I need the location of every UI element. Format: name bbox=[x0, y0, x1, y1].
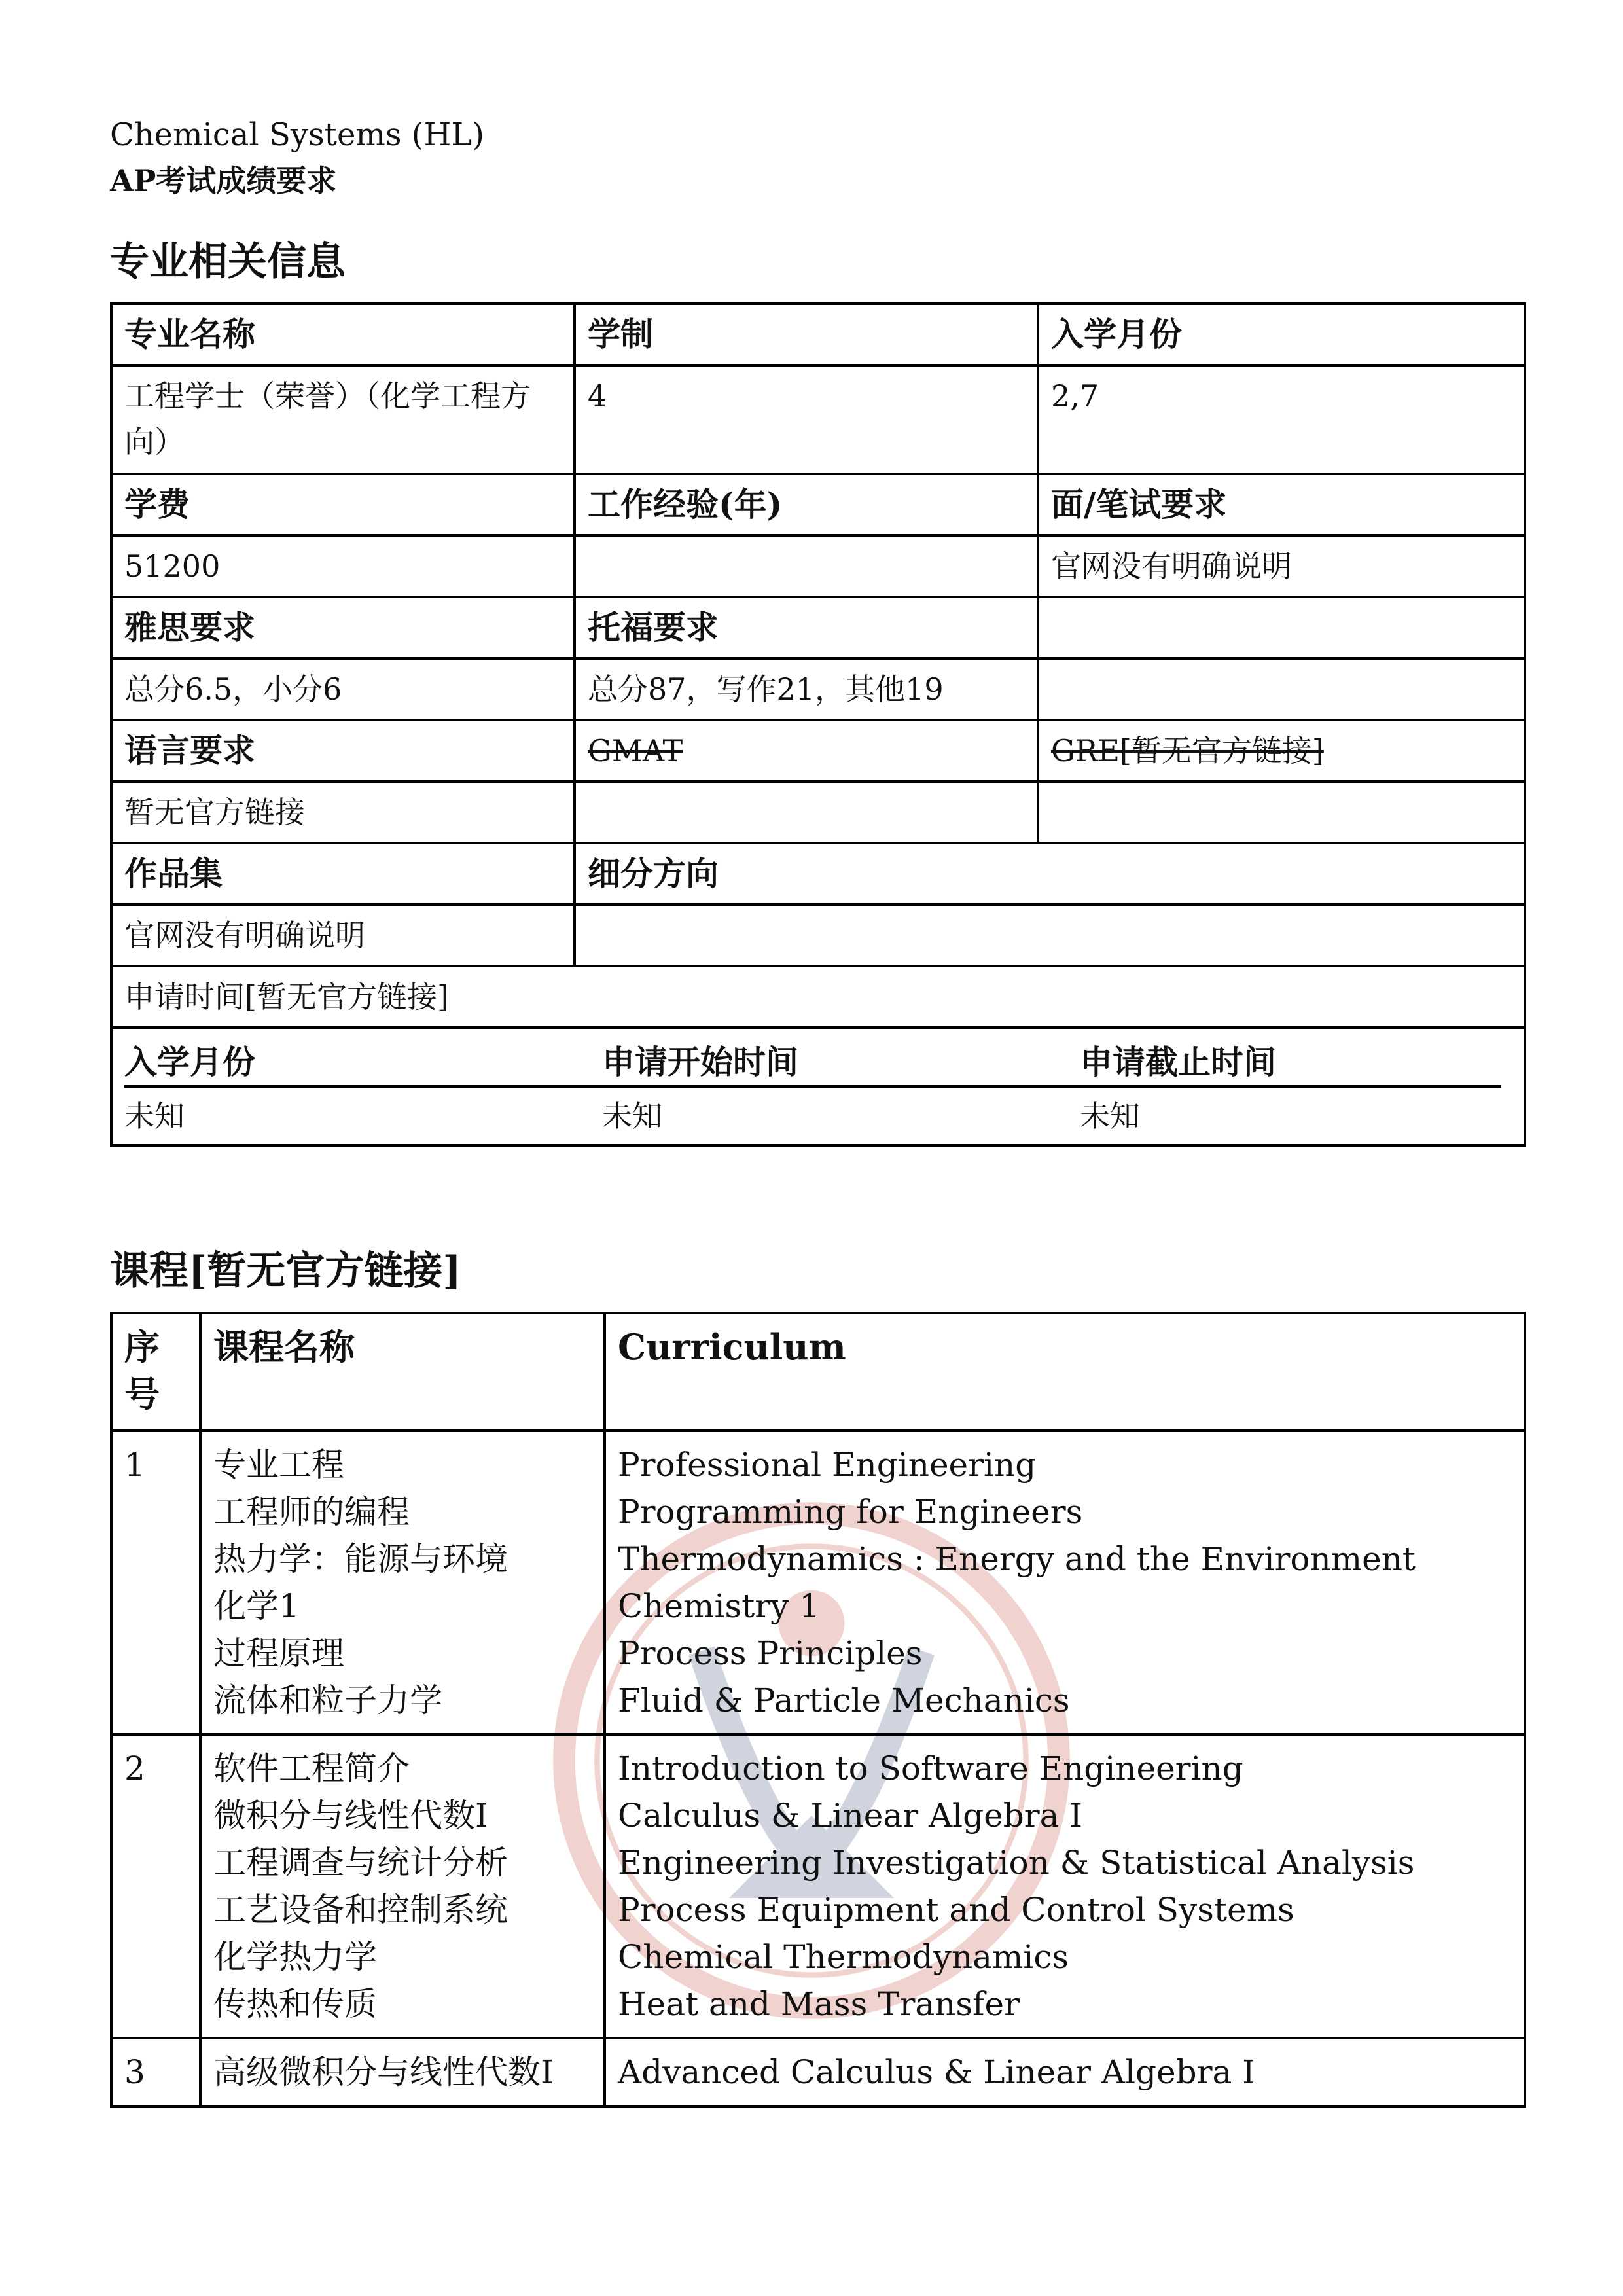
value-specialization bbox=[575, 905, 1525, 966]
list-item: 工艺设备和控制系统 bbox=[213, 1891, 508, 1929]
value-duration: 4 bbox=[575, 365, 1038, 474]
list-item: Advanced Calculus & Linear Algebra I bbox=[618, 2053, 1255, 2091]
course-no: 2 bbox=[111, 1734, 200, 2038]
course-cn-list bbox=[200, 1734, 605, 2038]
value-work-experience bbox=[575, 535, 1038, 597]
header-duration: 学制 bbox=[575, 304, 1038, 365]
header-interview: 面/笔试要求 bbox=[1038, 474, 1525, 535]
value-tuition: 51200 bbox=[111, 535, 575, 597]
course-en-list bbox=[605, 1734, 1525, 2038]
table-row bbox=[111, 1431, 1525, 1734]
table-row bbox=[111, 2038, 1525, 2106]
course-no: 1 bbox=[111, 1431, 200, 1734]
value-portfolio: 官网没有明确说明 bbox=[111, 905, 575, 966]
list-item: 热力学：能源与环境 bbox=[213, 1540, 508, 1578]
header-language: 语言要求 bbox=[111, 720, 575, 781]
header-course-no-text: 序号 bbox=[124, 1326, 160, 1415]
list-item: Introduction to Software Engineering bbox=[618, 1749, 1243, 1787]
list-item: 化学1 bbox=[213, 1587, 300, 1625]
list-item: 化学热力学 bbox=[213, 1938, 377, 1976]
list-item: Thermodynamics : Energy and the Environment bbox=[618, 1540, 1416, 1578]
app-value-intake: 未知 bbox=[124, 1098, 185, 1134]
course-cn-list bbox=[200, 1431, 605, 1734]
empty-cell bbox=[1038, 658, 1525, 720]
empty-cell bbox=[1038, 597, 1525, 658]
header-work-experience: 工作经验(年) bbox=[575, 474, 1038, 535]
value-major-name: 工程学士（荣誉）（化学工程方向） bbox=[111, 365, 575, 474]
header-gmat: GMAT bbox=[575, 720, 1038, 781]
value-language: 暂无官方链接 bbox=[111, 781, 575, 843]
list-item: 专业工程 bbox=[213, 1446, 344, 1484]
list-item: 流体和粒子力学 bbox=[213, 1681, 442, 1719]
list-item: Chemical Thermodynamics bbox=[618, 1938, 1069, 1976]
value-interview: 官网没有明确说明 bbox=[1038, 535, 1525, 597]
list-item: Professional Engineering bbox=[618, 1446, 1037, 1484]
application-time-block bbox=[111, 1028, 1525, 1145]
application-time-values bbox=[124, 1088, 1512, 1139]
list-item: Fluid & Particle Mechanics bbox=[618, 1681, 1070, 1719]
list-item: Chemistry 1 bbox=[618, 1587, 821, 1625]
list-item: 高级微积分与线性代数I bbox=[213, 2053, 554, 2091]
empty-cell bbox=[1038, 781, 1525, 843]
app-value-end: 未知 bbox=[1080, 1098, 1140, 1134]
courses-title: 课程[暂无官方链接] bbox=[110, 1248, 461, 1294]
app-header-start: 申请开始时间 bbox=[602, 1043, 798, 1081]
list-item: Process Principles bbox=[618, 1634, 923, 1672]
course-no: 3 bbox=[111, 2038, 200, 2106]
header-tuition: 学费 bbox=[111, 474, 575, 535]
application-time-label: 申请时间[暂无官方链接] bbox=[111, 966, 1525, 1028]
intro-ap-requirement: AP考试成绩要求 bbox=[110, 163, 337, 198]
course-en-list bbox=[605, 1431, 1525, 1734]
list-item: Calculus & Linear Algebra I bbox=[618, 1797, 1083, 1835]
courses-table bbox=[110, 1312, 1526, 2108]
header-course-no bbox=[111, 1313, 200, 1431]
list-item: Heat and Mass Transfer bbox=[618, 1985, 1020, 2023]
header-intake: 入学月份 bbox=[1038, 304, 1525, 365]
document-page bbox=[110, 111, 1524, 2108]
header-portfolio: 作品集 bbox=[111, 843, 575, 905]
value-ielts: 总分6.5，小分6 bbox=[111, 658, 575, 720]
list-item: Process Equipment and Control Systems bbox=[618, 1891, 1294, 1929]
app-value-start: 未知 bbox=[602, 1098, 662, 1134]
header-curriculum: Curriculum bbox=[605, 1313, 1525, 1431]
list-item: 传热和传质 bbox=[213, 1985, 377, 2023]
major-info-table bbox=[110, 302, 1526, 1147]
list-item: 工程师的编程 bbox=[213, 1493, 410, 1531]
table-row bbox=[111, 1734, 1525, 2038]
header-ielts: 雅思要求 bbox=[111, 597, 575, 658]
course-cn-list bbox=[200, 2038, 605, 2106]
app-header-end: 申请截止时间 bbox=[1080, 1043, 1276, 1081]
list-item: Programming for Engineers bbox=[618, 1493, 1083, 1531]
course-en-list bbox=[605, 2038, 1525, 2106]
list-item: Engineering Investigation & Statistical Analysis bbox=[618, 1844, 1415, 1882]
list-item: 工程调查与统计分析 bbox=[213, 1844, 508, 1882]
header-course-name: 课程名称 bbox=[200, 1313, 605, 1431]
list-item: 过程原理 bbox=[213, 1634, 344, 1672]
value-intake: 2,7 bbox=[1038, 365, 1525, 474]
major-info-title: 专业相关信息 bbox=[110, 239, 346, 285]
header-toefl: 托福要求 bbox=[575, 597, 1038, 658]
header-specialization: 细分方向 bbox=[575, 843, 1525, 905]
list-item: 微积分与线性代数I bbox=[213, 1797, 488, 1835]
intro-subject: Chemical Systems (HL) bbox=[110, 117, 484, 153]
value-toefl: 总分87，写作21，其他19 bbox=[575, 658, 1038, 720]
application-time-header bbox=[124, 1039, 1501, 1088]
header-gre: GRE[暂无官方链接] bbox=[1038, 720, 1525, 781]
header-major-name: 专业名称 bbox=[111, 304, 575, 365]
list-item: 软件工程简介 bbox=[213, 1749, 410, 1787]
app-header-intake: 入学月份 bbox=[124, 1043, 255, 1081]
empty-cell bbox=[575, 781, 1038, 843]
